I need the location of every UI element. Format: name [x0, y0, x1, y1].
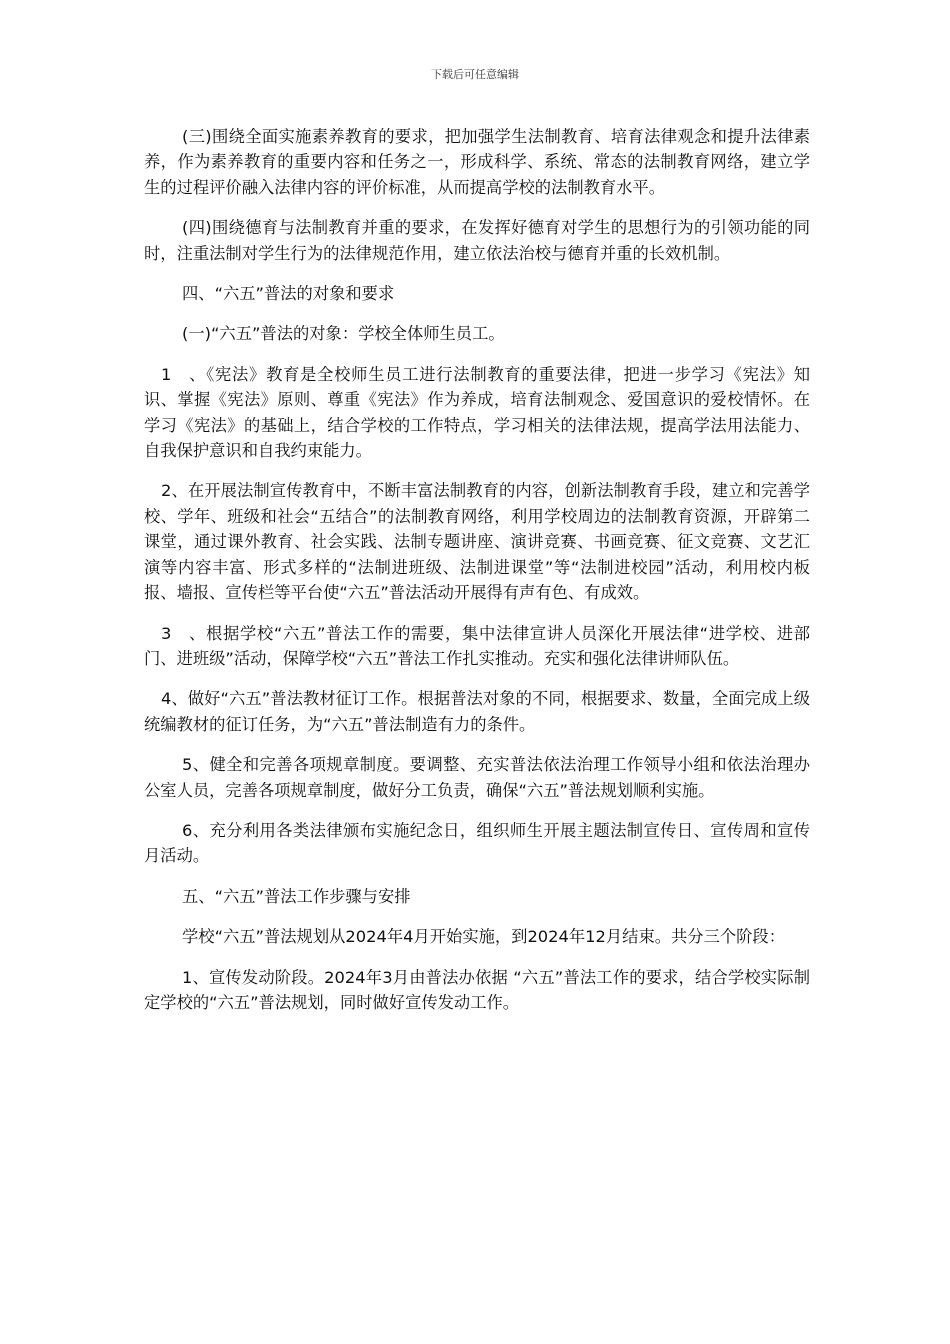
section-heading-5: 五、“六五”普法工作步骤与安排: [182, 886, 411, 906]
list-item-stage-1: 1、宣传发动阶段。2024年3月由普法办依据 “六五”普法工作的要求，结合学校实际制定学校的“六五”普法规划，同时做好宣传发动工作。: [144, 967, 810, 1012]
paragraph-3-quality-education: (三)围绕全面实施素养教育的要求，把加强学生法制教育、培育法律观念和提升法律素养，作为素养教育的重要内容和任务之一，形成科学、系统、常态的法制教育网络，建立学生的过程评价融入法律内容的评价标准，从而提高学校的法制教育水平。: [144, 127, 810, 197]
paragraph-4-moral-education: (四)围绕德育与法制教育并重的要求，在发挥好德育对学生的思想行为的引领功能的同时，注重法制对学生行为的法律规范作用，建立依法治校与德育并重的长效机制。: [144, 218, 810, 263]
page-header-note: 下载后可任意编辑: [431, 68, 519, 81]
list-item-3-lecturers: 3 、根据学校“六五”普法工作的需要，集中法律宣讲人员深化开展法律“进学校、进部门、进班级”活动，保障学校“六五”普法工作扎实推动。充实和强化法律讲师队伍。: [144, 623, 810, 668]
subsection-heading-1: (一)“六五”普法的对象：学校全体师生员工。: [182, 324, 505, 344]
paragraph-schedule: 学校“六五”普法规划从2024年4月开始实施，到2024年12月结束。共分三个阶段：: [182, 927, 785, 947]
document-body: [144, 124, 810, 1030]
list-item-6-commemoration: 6、充分利用各类法律颁布实施纪念日，组织师生开展主题法制宣传日、宣传周和宣传月活动。: [144, 820, 810, 866]
list-item-1-constitution: 1 、《宪法》教育是全校师生员工进行法制教育的重要法律，把进一步学习《宪法》知识、掌握《宪法》原则、尊重《宪法》作为养成，培育法制观念、爱国意识的爱校情怀。在学习《宪法》的基础上，结合学校的工作特点，学习相关的法律法规，提高学法用法能力、自我保护意识和自我约束能力。: [144, 364, 810, 461]
list-item-4-textbooks: 4、做好“六五”普法教材征订工作。根据普法对象的不同，根据要求、数量，全面完成上级统编教材的征订任务，为“六五”普法制造有力的条件。: [144, 689, 810, 734]
section-heading-4: 四、“六五”普法的对象和要求: [182, 284, 395, 304]
list-item-2-publicity: 2、在开展法制宣传教育中，不断丰富法制教育的内容，创新法制教育手段，建立和完善学校、学年、班级和社会“五结合”的法制教育网络，利用学校周边的法制教育资源，开辟第二课堂，通过课外教育、社会实践、法制专题讲座、演讲竞赛、书画竞赛、征文竞赛、文艺汇演等内容丰富、形式多样的“法制进班级、法制进课堂”等“法制进校园”活动，利用校内板报、墙报、宣传栏等平台使“六五”普法活动开展得有声有色、有成效。: [144, 481, 810, 603]
list-item-5-regulations: 5、健全和完善各项规章制度。要调整、充实普法依法治理工作领导小组和依法治理办公室人员，完善各项规章制度，做好分工负责，确保“六五”普法规划顺利实施。: [144, 755, 810, 800]
